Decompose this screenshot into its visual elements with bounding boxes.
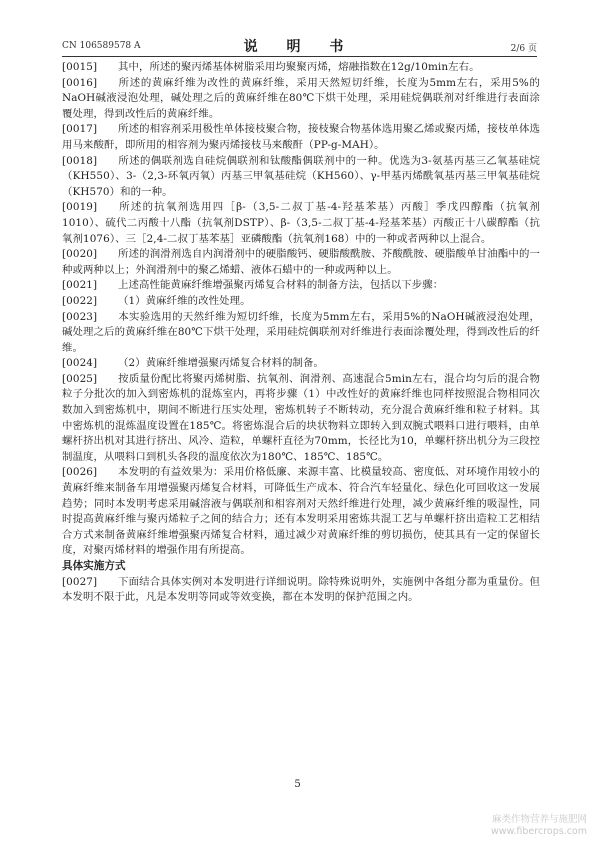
paragraph-0026 — [62, 465, 540, 559]
paragraph-text: 所述的黄麻纤维为改性的黄麻纤维，采用天然短切纤维，长度为5mm左右，采用5%的NaOH碱液浸泡处理，碱处理之后的黄麻纤维在80℃下烘干处理，采用硅烷偶联剂对纤维进行表面涂覆处理，得到改性后的黄麻纤维。 — [62, 76, 540, 120]
paragraph-text: 所述的润滑剂选自内润滑剂中的硬脂酸钙、硬脂酸酰胺、芥酸酰胺、硬脂酸单甘油酯中的一种或两种以上；外润滑剂中的聚乙烯蜡、液体石蜡中的一种或两种以上。 — [62, 248, 540, 276]
paragraph-0023 — [62, 310, 540, 357]
paragraph-number: [0016] — [62, 76, 98, 89]
paragraph-number: [0019] — [62, 201, 98, 214]
paragraph-number: [0025] — [62, 372, 98, 385]
paragraph-0025 — [62, 372, 540, 466]
patent-number: CN 106589578 A — [62, 41, 141, 51]
paragraph-0022 — [62, 294, 540, 310]
paragraph-0015 — [62, 60, 540, 76]
paragraph-0017 — [62, 122, 540, 153]
paragraph-text: 其中，所述的聚丙烯基体树脂采用均聚聚丙烯，熔融指数在12g/10min左右。 — [118, 61, 480, 73]
paragraph-number: [0026] — [62, 466, 98, 479]
paragraph-text: （1）黄麻纤维的改性处理。 — [118, 294, 251, 307]
paragraph-text: 下面结合具体实例对本发明进行详细说明。除特殊说明外，实施例中各组分都为重量份。但本发明不限于此，凡是本发明等同或等效变换，都在本发明的保护范围之内。 — [62, 575, 540, 604]
paragraph-number: [0017] — [62, 123, 98, 136]
paragraph-number: [0020] — [62, 248, 98, 261]
paragraph-0020 — [62, 247, 540, 278]
paragraph-0016 — [62, 76, 540, 123]
paragraph-text: 本实验选用的天然纤维为短切纤维，长度为5mm左右，采用5%的NaOH碱液浸泡处理，碱处理之后的黄麻纤维在80℃下烘干处理，采用硅烷偶联剂对纤维进行表面涂覆处理，得到改性后的纤维。 — [62, 310, 540, 354]
watermark-site-name: 麻类作物营养与施肥网 — [491, 814, 587, 825]
page-number: 5 — [294, 779, 301, 790]
page-indicator: 2/6 页 — [510, 44, 537, 54]
paragraph-text: 上述高性能黄麻纤维增强聚丙烯复合材料的制备方法，包括以下步骤： — [118, 279, 444, 292]
paragraph-text: （2）黄麻纤维增强聚丙烯复合材料的制备。 — [118, 357, 325, 370]
watermark-url: www.fibercrops.com — [490, 826, 587, 837]
paragraph-0019 — [62, 200, 540, 247]
paragraph-text: 所述的抗氧剂选用四［β-（3,5-二叔丁基-4-羟基苯基）丙酸］季戊四醇酯（抗氧剂1010）、硫代二丙酸十八酯（抗氧剂DSTP）、β-（3,5-二叔丁基-4-羟基苯基）丙酸正十八碳醇酯（抗氧剂1076）、三［2,4-二叔丁基苯基］亚磷酸酯（抗氧剂168）中的一种或者两种以上混合。 — [62, 201, 540, 245]
paragraph-0027 — [62, 575, 540, 606]
paragraph-number: [0024] — [62, 357, 98, 370]
paragraph-number: [0018] — [62, 154, 98, 167]
paragraph-number: [0023] — [62, 310, 98, 323]
document-header — [62, 36, 537, 57]
site-watermark — [491, 814, 587, 838]
paragraph-0018 — [62, 154, 540, 201]
document-body — [62, 60, 540, 606]
paragraph-0024 — [62, 356, 540, 372]
paragraph-number: [0021] — [62, 279, 98, 292]
paragraph-text: 所述的偶联剂选自硅烷偶联剂和钛酸酯偶联剂中的一种。优选为3-氨基丙基三乙氧基硅烷（KH550）、3-（2,3-环氧丙氧）丙基三甲氧基硅烷（KH560）、γ-甲基丙烯酰氧基丙基三甲氧基硅烷（KH570）和的一种。 — [62, 154, 540, 198]
paragraph-number: [0027] — [62, 575, 98, 588]
section-heading: 具体实施方式 — [62, 560, 126, 572]
paragraph-number: [0015] — [62, 61, 98, 73]
paragraph-0021 — [62, 278, 540, 294]
paragraph-text: 所述的相容剂采用极性单体接枝聚合物，接枝聚合物基体选用聚乙烯或聚丙烯，接枝单体选用马来酸酐，即所用的相容剂为聚丙烯接枝马来酸酐（PP-g-MAH）。 — [62, 123, 540, 151]
document-title: 说 明 书 — [243, 39, 356, 55]
paragraph-text: 按质量份配比将聚丙烯树脂、抗氧剂、润滑剂、高速混合5min左右，混合均匀后的混合物粒子分批次的加入到密炼机的混炼室内，再将步骤（1）中改性好的黄麻纤维也同样按照混合物相同次数加入到密炼机中，期间不断进行压实处理，密炼机转子不断转动，充分混合黄麻纤维和粒子材料。其中密炼机的混炼温度设置在185℃。将密炼混合后的块状物料立即转入到双腕式喂料口进行喂料，由单螺杆挤出机对其进行挤出、风冷、造粒，单螺杆直径为70mm，长径比为10，单螺杆挤出机分为三段控制温度，从喂料口到机头各段的温度依次为180℃、185℃、185℃。 — [62, 372, 540, 463]
paragraph-number: [0022] — [62, 294, 98, 307]
paragraph-text: 本发明的有益效果为：采用价格低廉、来源丰富、比模量较高、密度低、对环境作用较小的黄麻纤维来制备车用增强聚丙烯复合材料，可降低生产成本、符合汽车轻量化、绿色化可回收这一发展趋势；同时本发明考虑采用碱溶液与偶联剂和相容剂对天然纤维进行处理，减少黄麻纤维的吸湿性，同时提高黄麻纤维与聚丙烯粒子之间的结合力；还有本发明采用密炼共混工艺与单螺杆挤出造粒工艺相结合方式来制备黄麻纤维增强聚丙烯复合材料，通过减少对黄麻纤维的剪切损伤，使其具有一定的保留长度，对聚丙烯材料的增强作用有所提高。 — [62, 466, 540, 557]
